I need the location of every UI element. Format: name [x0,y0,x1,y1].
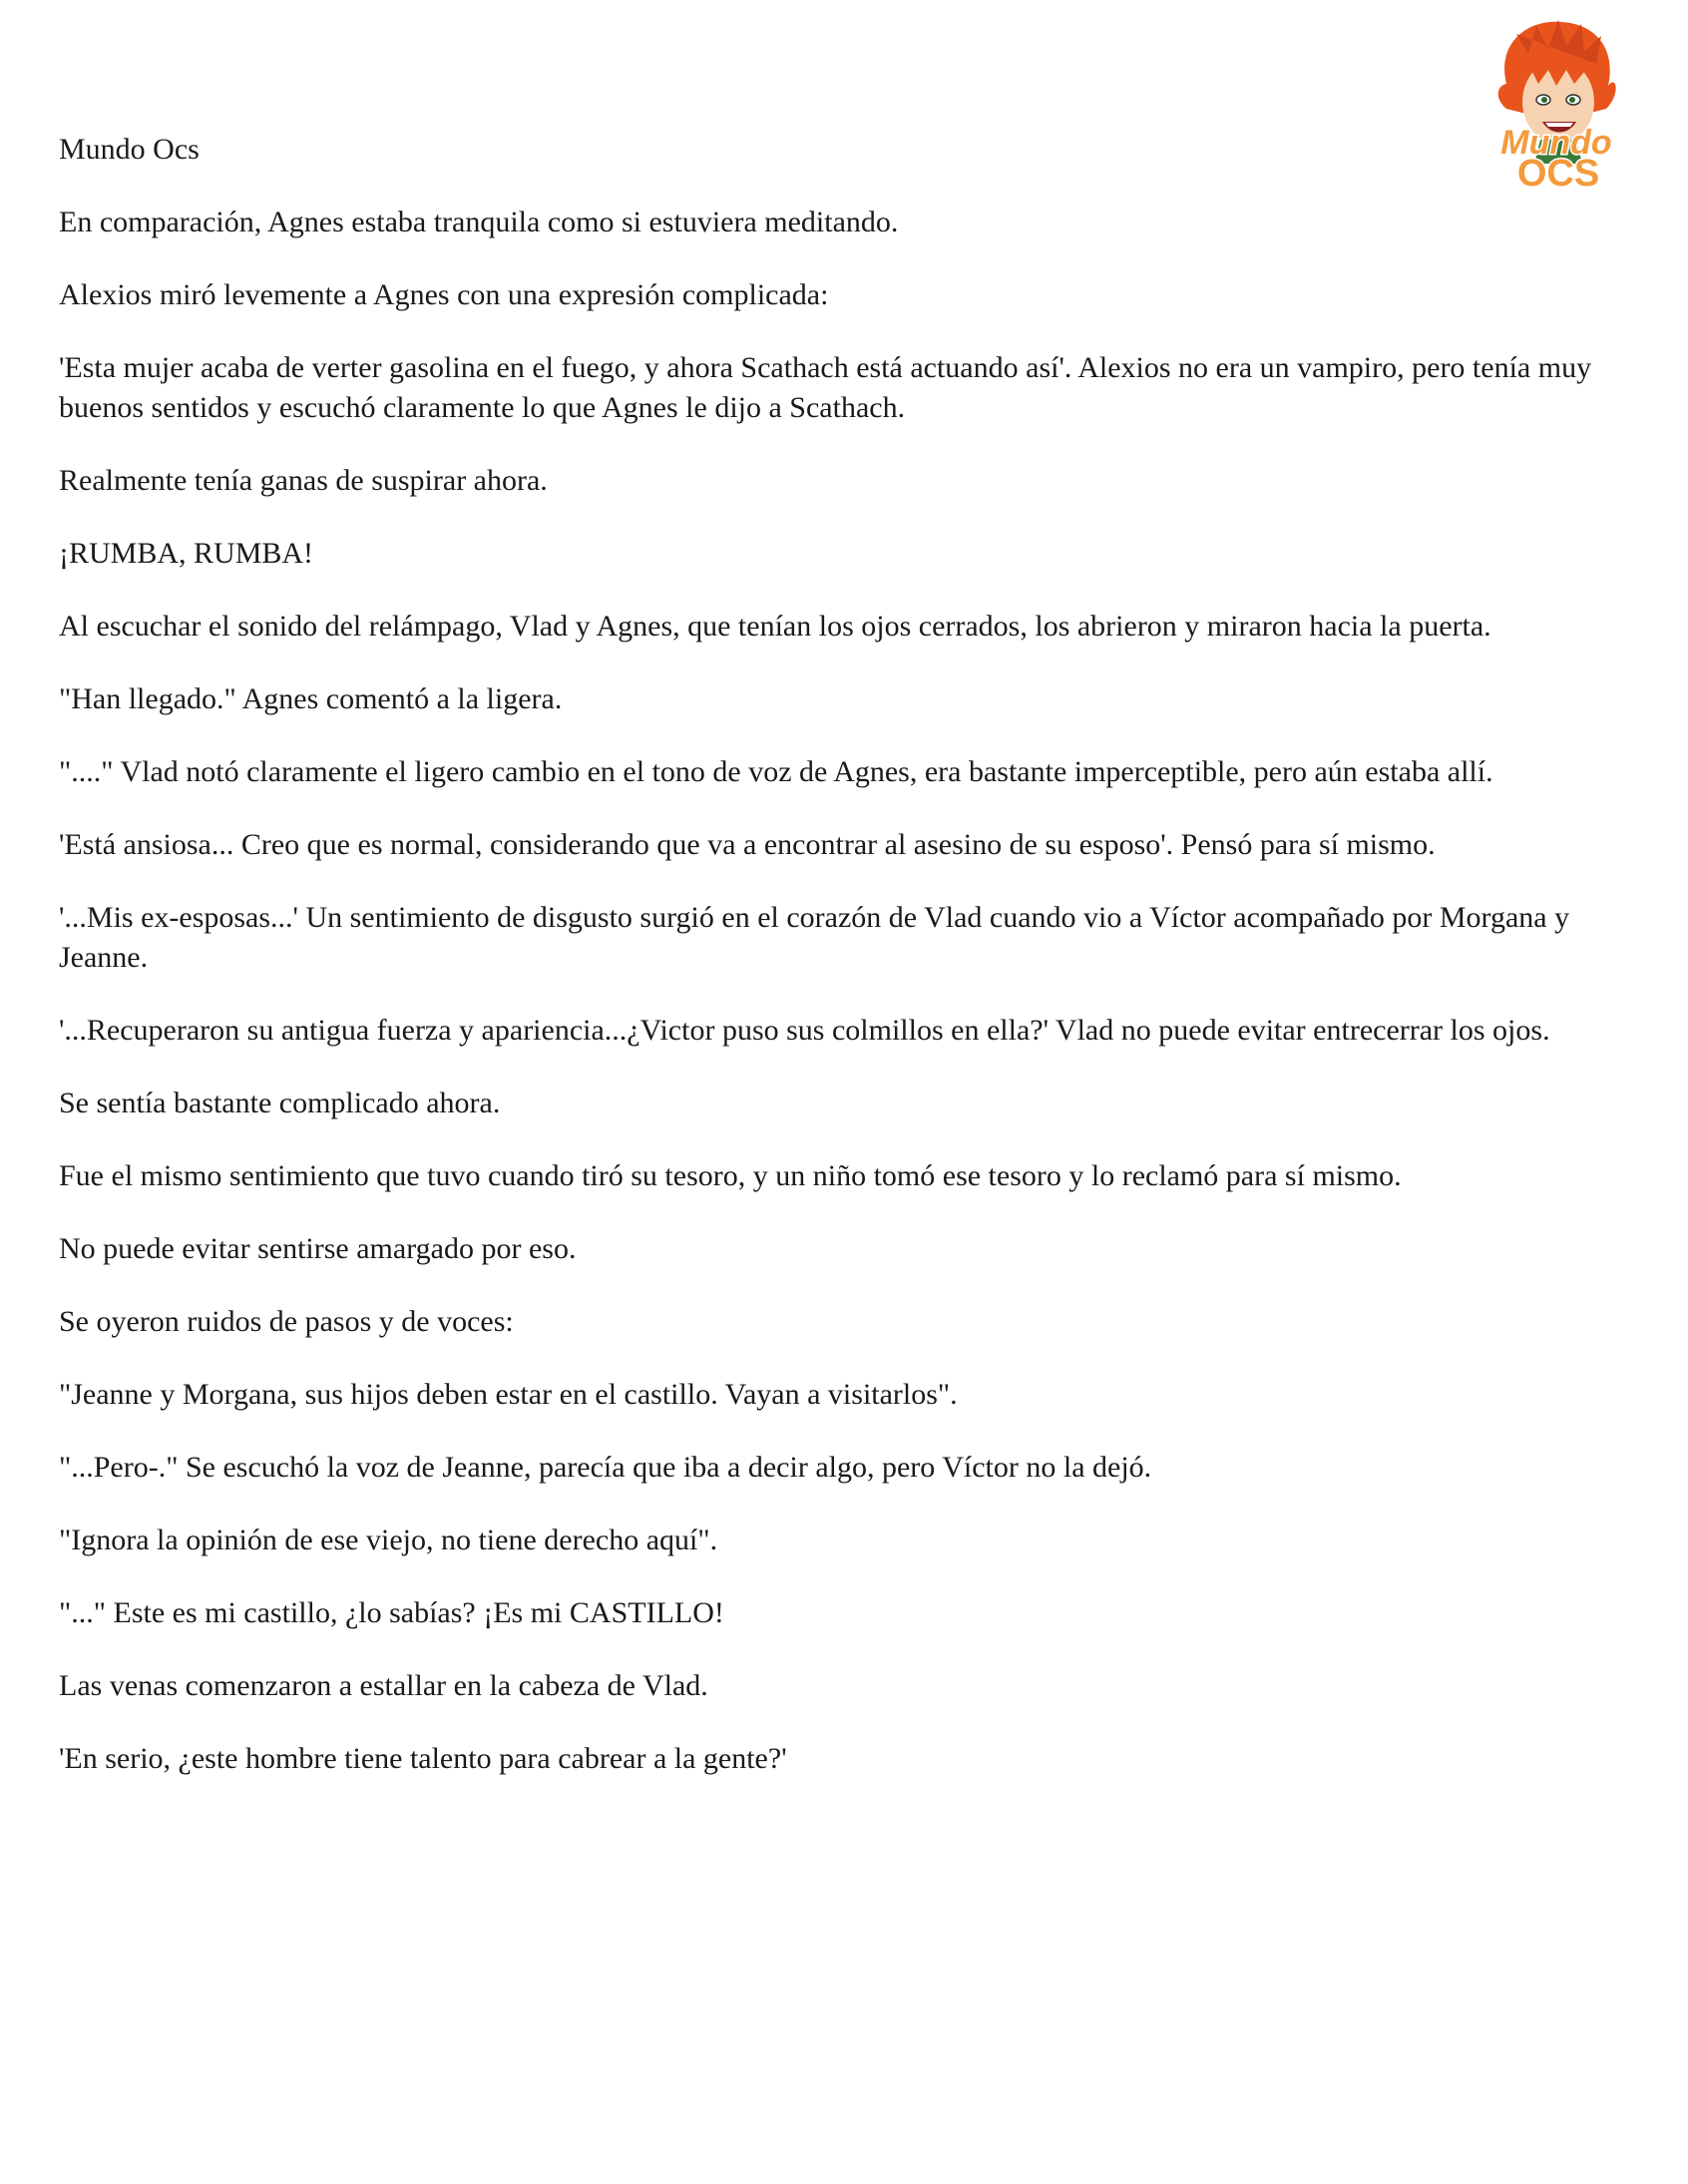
paragraph: 'Está ansiosa... Creo que es normal, considerando que va a encontrar al asesino de su esposo'. Pensó para sí mismo. [59,828,1436,861]
paragraph: '...Mis ex-esposas...' Un sentimiento de disgusto surgió en el corazón de Vlad cuando vio a Víctor acompañado por Morgana y Jeanne. [59,901,1570,974]
paragraph: "..." Este es mi castillo, ¿lo sabías? ¡Es mi CASTILLO! [59,1596,724,1629]
paragraph: "Ignora la opinión de ese viejo, no tiene derecho aquí". [59,1524,718,1556]
paragraph: 'En serio, ¿este hombre tiene talento para cabrear a la gente?' [59,1742,787,1775]
paragraph: "...Pero-." Se escuchó la voz de Jeanne, parecía que iba a decir algo, pero Víctor no la dejó. [59,1451,1152,1484]
paragraph: En comparación, Agnes estaba tranquila como si estuviera meditando. [59,206,899,238]
paragraph: Fue el mismo sentimiento que tuvo cuando tiró su tesoro, y un niño tomó ese tesoro y lo reclamó para sí mismo. [59,1159,1402,1192]
paragraph: '...Recuperaron su antigua fuerza y apariencia...¿Victor puso sus colmillos en ella?' Vlad no puede evitar entrecerrar los ojos. [59,1014,1550,1047]
paragraph: No puede evitar sentirse amargado por eso. [59,1232,577,1265]
svg-text:Mundo: Mundo [1500,124,1612,162]
paragraph: "Jeanne y Morgana, sus hijos deben estar en el castillo. Vayan a visitarlos". [59,1378,958,1411]
document-body [59,130,1645,1812]
paragraph: Al escuchar el sonido del relámpago, Vlad y Agnes, que tenían los ojos cerrados, los abrieron y miraron hacia la puerta. [59,610,1491,643]
paragraph: Se oyeron ruidos de pasos y de voces: [59,1305,514,1338]
paragraph: Alexios miró levemente a Agnes con una expresión complicada: [59,278,829,311]
paragraph: 'Esta mujer acaba de verter gasolina en el fuego, y ahora Scathach está actuando así'. Alexios no era un vampiro, pero tenía muy buenos sentidos y escuchó claramente lo que Agnes le dijo a Scathach. [59,351,1592,424]
svg-text:OCS: OCS [1516,153,1600,194]
paragraph: "...." Vlad notó claramente el ligero cambio en el tono de voz de Agnes, era bastante imperceptible, pero aún estaba allí. [59,755,1493,788]
site-name: Mundo Ocs [59,133,200,166]
paragraph: Las venas comenzaron a estallar en la cabeza de Vlad. [59,1669,708,1702]
paragraph: ¡RUMBA, RUMBA! [59,537,314,570]
paragraph: Realmente tenía ganas de suspirar ahora. [59,464,548,497]
paragraph: Se sentía bastante complicado ahora. [59,1087,501,1119]
paragraph: "Han llegado." Agnes comentó a la ligera. [59,682,563,715]
